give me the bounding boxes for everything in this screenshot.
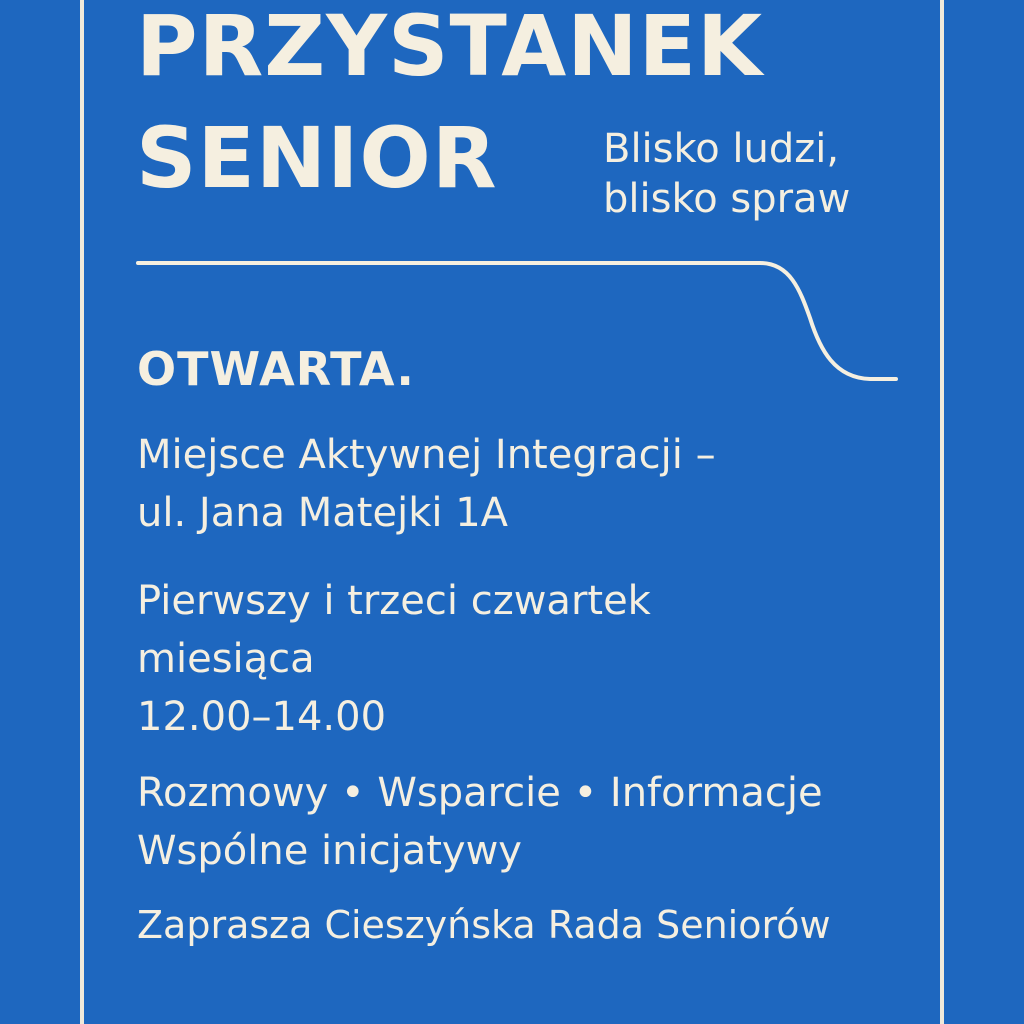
organizer-line: Zaprasza Cieszyńska Rada Seniorów (137, 903, 831, 947)
schedule-line2: miesiąca (137, 636, 315, 682)
activities-line1: Rozmowy • Wsparcie • Informacje (137, 770, 823, 816)
status-open-label: OTWARTA. (137, 342, 415, 396)
poster-title-line2: SENIOR (136, 109, 498, 207)
schedule-line1: Pierwszy i trzeci czwartek (137, 578, 651, 624)
poster-title-line1: PRZYSTANEK (136, 0, 764, 95)
activities-line2: Wspólne inicjatywy (137, 828, 522, 874)
schedule-block (137, 572, 651, 746)
activities-block (137, 764, 823, 880)
location-block (137, 426, 716, 542)
tagline-line1: Blisko ludzi, (603, 126, 840, 172)
tagline-line2: blisko spraw (603, 176, 851, 222)
location-line1: Miejsce Aktywnej Integracji – (137, 432, 716, 478)
schedule-time: 12.00–14.00 (137, 694, 387, 740)
location-line2: ul. Jana Matejki 1A (137, 490, 509, 536)
